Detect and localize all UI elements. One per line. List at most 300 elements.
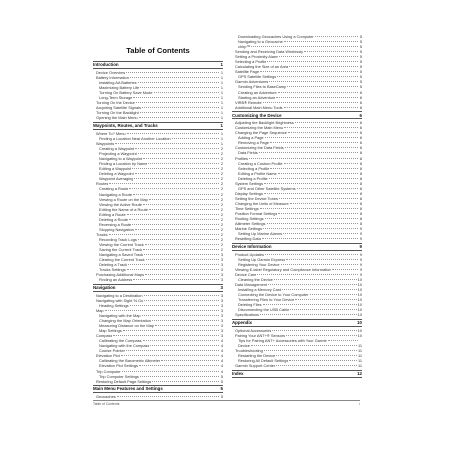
toc-page-number: 1	[220, 75, 223, 81]
toc-section-heading[interactable]	[232, 243, 362, 251]
toc-entry-title: Troubleshooting	[235, 348, 263, 354]
toc-page-number: 6	[359, 140, 362, 146]
toc-entry-title: Sending Files to BaseCamp	[238, 84, 287, 90]
toc-page-number: 1	[220, 110, 223, 116]
toc-page-number: 10	[357, 302, 362, 308]
toc-page-number: 3	[220, 262, 223, 268]
toc-entry-title: Turning On the Device	[96, 100, 135, 106]
toc-leader-dots	[278, 213, 358, 214]
toc-page-number: 2	[220, 156, 223, 162]
toc-page-number: 2	[220, 166, 223, 172]
toc-leader-dots	[152, 381, 219, 382]
toc-entry-title: Disconnecting the USB Cable	[238, 307, 290, 313]
toc-leader-dots	[283, 233, 358, 234]
toc-page-number: 1	[220, 141, 223, 147]
toc-entry-title: Removing a Page	[238, 140, 269, 146]
toc-leader-dots	[286, 259, 358, 260]
toc-leader-dots	[105, 310, 219, 311]
toc-page-number: 8	[359, 175, 362, 181]
toc-leader-dots	[142, 107, 219, 108]
toc-leader-dots	[144, 254, 219, 255]
toc-page-number: 2	[220, 206, 223, 212]
toc-page-number: 6	[359, 145, 362, 151]
toc-page-number: 1	[220, 130, 223, 136]
toc-entry-title: Adjusting the Backlight Brightness	[235, 120, 294, 126]
toc-entry-title: Finding an Address	[99, 277, 133, 283]
toc-leader-dots	[140, 112, 219, 113]
toc-page-number: 2	[220, 161, 223, 167]
toc-page-number: 5	[359, 84, 362, 90]
toc-entry-title: Restoring All Default Settings	[238, 358, 289, 364]
toc-leader-dots	[150, 345, 219, 346]
toc-page-number: 3	[220, 292, 223, 298]
toc-page-number: 11	[357, 353, 362, 359]
toc-page-number: 5	[359, 74, 362, 80]
toc-entry-title: Navigating to a Destination	[96, 292, 143, 298]
toc-leader-dots	[295, 122, 358, 123]
toc-section-heading[interactable]	[93, 385, 223, 393]
toc-leader-dots	[133, 279, 219, 280]
toc-page-number: 5	[359, 39, 362, 45]
toc-leader-dots	[109, 234, 219, 235]
toc-page-number: 6	[359, 104, 362, 110]
toc-leader-dots	[133, 97, 219, 98]
toc-leader-dots	[257, 274, 358, 275]
toc-page-number: 2	[220, 186, 223, 192]
toc-page-number: 3	[220, 285, 223, 291]
toc-entry-title: Editing the Name of a Route	[99, 206, 148, 212]
toc-page-number: 8	[359, 221, 362, 227]
toc-entry-title: Restoring Default Page Settings	[96, 378, 152, 384]
toc-entry-title: Projecting a Waypoint	[99, 151, 137, 157]
toc-entry[interactable]	[93, 115, 223, 120]
toc-entry-title: Transferring Files to Your Device	[238, 297, 295, 303]
toc-page-number: 3	[220, 323, 223, 329]
toc-entry-title: Editing a Route	[99, 211, 126, 217]
toc-leader-dots	[144, 295, 220, 296]
toc-entry-title: Compass	[96, 333, 113, 339]
toc-page-number: 5	[359, 59, 362, 65]
toc-entry-title: Setting Up Garmin Express	[238, 256, 286, 262]
toc-leader-dots	[263, 102, 358, 103]
toc-leader-dots	[276, 365, 357, 366]
toc-entry-title: Turning On Battery Save Mode	[99, 90, 153, 96]
toc-entry-title: Display Settings	[235, 190, 263, 196]
toc-left-list	[93, 61, 223, 399]
toc-entry-title: Calculating the Size of an Area	[235, 64, 289, 70]
toc-entry-title: Specifications	[235, 312, 260, 318]
toc-leader-dots	[284, 107, 358, 108]
toc-leader-dots	[121, 355, 219, 356]
toc-page-number: 8	[359, 185, 362, 191]
toc-entry[interactable]	[232, 105, 362, 110]
toc-page-number: 3	[220, 333, 223, 339]
toc-entry-title: Position Format Settings	[235, 211, 278, 217]
toc-entry-title: Device Care	[235, 271, 257, 277]
toc-leader-dots	[154, 92, 220, 93]
toc-leader-dots	[295, 299, 356, 300]
toc-leader-dots	[270, 142, 358, 143]
toc-page-number: 9	[359, 266, 362, 272]
toc-page-number: 6	[359, 89, 362, 95]
toc-entry-title: Opening the Main Menu	[96, 115, 138, 121]
toc-entry-title: Pairing Your ANT+® Sensors	[235, 332, 286, 338]
toc-leader-dots	[284, 127, 358, 128]
toc-page-number: 3	[220, 272, 223, 278]
toc-entry-title: Appendix	[232, 320, 253, 326]
toc-leader-dots	[284, 41, 358, 42]
toc-entry-title: Changing the Map Orientation	[99, 318, 151, 324]
toc-leader-dots	[274, 279, 357, 280]
toc-entry-title: Changing the Page Sequence	[235, 130, 287, 136]
toc-leader-dots	[129, 188, 219, 189]
toc-entry-title: Marine Settings	[235, 226, 263, 232]
toc-page-number: 2	[220, 201, 223, 207]
toc-leader-dots	[144, 300, 219, 301]
toc-leader-dots	[126, 350, 219, 351]
toc-leader-dots	[161, 360, 219, 361]
toc-page-number: 1	[220, 62, 223, 68]
toc-entry-title: Downloading Geocaches Using a Computer	[238, 34, 314, 39]
toc-leader-dots	[138, 239, 219, 240]
toc-leader-dots	[265, 137, 358, 138]
toc-page-number: 3	[220, 252, 223, 258]
toc-page-number: 10	[357, 327, 362, 333]
toc-page-number: 4	[220, 338, 223, 344]
toc-page-number: 5	[359, 34, 362, 39]
toc-entry-title: Waypoints	[96, 141, 115, 147]
toc-leader-dots	[138, 153, 219, 154]
toc-entry-title: Where To? Menu	[96, 130, 126, 136]
toc-page-number: 3	[220, 297, 223, 303]
toc-page-number: 1	[220, 85, 223, 91]
toc-entry-title: Deleting a Profile	[238, 175, 268, 181]
toc-entry-title: Garmin Support Center	[235, 363, 276, 369]
toc-leader-dots	[284, 163, 358, 164]
toc-leader-dots	[260, 71, 358, 72]
toc-section-heading[interactable]	[232, 111, 362, 119]
toc-page-number: 9	[359, 261, 362, 267]
toc-entry-title: Profiles	[235, 155, 248, 161]
toc-page-number: 11	[357, 358, 362, 364]
toc-leader-dots	[130, 77, 219, 78]
toc-page-number: 2	[220, 241, 223, 247]
toc-entry-title: Viewing E-label Regulatory and Compliance Information	[235, 266, 332, 272]
footer-page-number: i	[359, 402, 360, 406]
toc-entry-title: Customizing the Main Menu	[235, 125, 284, 131]
toc-leader-dots	[117, 396, 219, 397]
toc-page-number: 1	[220, 90, 223, 96]
toc-page-number: 3	[220, 328, 223, 334]
toc-leader-dots	[135, 173, 219, 174]
toc-entry-title: Geocaches	[96, 394, 116, 400]
toc-leader-dots	[260, 314, 357, 315]
toc-leader-dots	[265, 218, 358, 219]
toc-leader-dots	[172, 138, 219, 139]
toc-page-number: 6	[359, 135, 362, 141]
toc-page-number: 1	[220, 95, 223, 101]
toc-page-number: 8	[359, 170, 362, 176]
toc-entry-title: Creating an Adventure	[238, 89, 277, 95]
toc-leader-dots	[282, 289, 356, 290]
toc-leader-dots	[142, 315, 219, 316]
toc-leader-dots	[143, 249, 219, 250]
toc-leader-dots	[129, 219, 219, 220]
toc-leader-dots	[279, 56, 358, 57]
toc-entry-title: Registering Your Device	[238, 261, 280, 267]
toc-leader-dots	[268, 284, 357, 285]
toc-entry[interactable]	[232, 363, 362, 368]
toc-section-heading[interactable]	[232, 319, 362, 327]
toc-page-number: 8	[359, 211, 362, 217]
toc-leader-dots	[269, 178, 358, 179]
toc-page-number: 5	[359, 79, 362, 85]
toc-page-number: 5	[359, 64, 362, 70]
toc-page-number: 2	[220, 171, 223, 177]
toc-leader-dots	[289, 360, 357, 361]
toc-entry-title: Data Management	[235, 282, 268, 288]
toc-entry-title: GPS Satellite Settings	[238, 74, 277, 80]
toc-page-number: 10	[357, 307, 362, 313]
toc-entry-title: Sending and Receiving Data Wirelessly	[235, 49, 304, 55]
toc-page-number: 1	[220, 135, 223, 141]
toc-entry[interactable]	[93, 394, 223, 399]
toc-right-list	[232, 34, 362, 378]
toc-page-number: 10	[357, 277, 362, 283]
toc-leader-dots	[286, 335, 357, 336]
toc-entry-title: Course Pointer	[99, 348, 125, 354]
toc-entry-title: Turning On the Backlight	[96, 110, 139, 116]
toc-leader-dots	[264, 183, 358, 184]
toc-leader-dots	[127, 133, 219, 134]
toc-page-number: 10	[357, 320, 362, 326]
toc-leader-dots	[132, 224, 219, 225]
toc-section-heading[interactable]	[93, 122, 223, 130]
toc-entry-title: Selecting a Profile	[235, 59, 267, 65]
toc-entry-title: Trip Computer	[96, 368, 121, 374]
toc-page-number: 1	[220, 100, 223, 106]
toc-entry-title: Navigation	[93, 285, 116, 291]
toc-page-number: 8	[359, 165, 362, 171]
toc-entry-title: Navigating a Route	[99, 191, 133, 197]
toc-entry-title: Creating a Route	[99, 186, 129, 192]
toc-leader-dots	[136, 102, 219, 103]
toc-page-number: 9	[359, 231, 362, 237]
toc-page-number: 6	[359, 125, 362, 131]
toc-page-number: 8	[359, 155, 362, 161]
toc-leader-dots	[139, 365, 219, 366]
toc-page-number: 9	[359, 251, 362, 257]
toc-entry-title: Optional Accessories	[235, 327, 272, 333]
toc-leader-dots	[143, 158, 219, 159]
toc-page-number: 3	[220, 318, 223, 324]
toc-page-number: 2	[220, 176, 223, 182]
toc-page-number: 2	[220, 196, 223, 202]
toc-leader-dots	[128, 264, 219, 265]
toc-page-number: 1	[220, 115, 223, 121]
toc-leader-dots	[149, 209, 219, 210]
toc-entry-title: Elevation Plot Settings	[99, 363, 138, 369]
toc-page-number: 8	[359, 205, 362, 211]
toc-entry-title: Viewing a Route on the Map	[99, 196, 148, 202]
toc-entry-title: Customizing the Device	[232, 112, 282, 118]
toc-leader-dots	[149, 199, 219, 200]
toc-page-number: 6	[359, 150, 362, 156]
toc-leader-dots	[127, 214, 219, 215]
toc-leader-dots	[123, 330, 219, 331]
toc-page-number: 10	[357, 312, 362, 318]
toc-leader-dots	[297, 188, 358, 189]
toc-entry-title: Creating a Waypoint	[99, 146, 135, 152]
toc-section-heading[interactable]	[93, 61, 223, 69]
toc-page-number: 4	[220, 353, 223, 359]
toc-section-heading[interactable]	[232, 370, 362, 378]
toc-leader-dots	[315, 36, 358, 37]
toc-leader-dots	[155, 325, 219, 326]
toc-page-number: 11	[357, 343, 362, 349]
toc-entry-title: Setting Up Marine Alarms	[238, 231, 283, 237]
toc-page-number: 1	[220, 80, 223, 86]
toc-page-number: 5	[220, 373, 223, 379]
toc-page-number: 4	[220, 368, 223, 374]
toc-leader-dots	[140, 376, 219, 377]
toc-leader-dots	[304, 51, 358, 52]
toc-entry-title: Navigating a Saved Track	[99, 252, 144, 258]
toc-entry-title: Navigating with the Map	[99, 313, 141, 319]
toc-page-number: 5	[220, 378, 223, 384]
toc-leader-dots	[290, 309, 356, 310]
toc-entry-title: Heading Settings	[99, 302, 129, 308]
toc-entry-title: GPS and Other Satellite Systems	[238, 185, 296, 191]
toc-page-number: 9	[359, 226, 362, 232]
toc-entry-title: Calibrating the Barometric Altimeter	[99, 358, 161, 364]
toc-page-number: 9	[359, 271, 362, 277]
toc-page-number: 2	[220, 151, 223, 157]
toc-page-number: 3	[220, 307, 223, 313]
toc-page-number: 2	[220, 211, 223, 217]
toc-page-number: 2	[220, 231, 223, 237]
toc-leader-dots	[310, 294, 357, 295]
toc-leader-dots	[130, 305, 219, 306]
toc-leader-dots	[115, 143, 219, 144]
toc-leader-dots	[263, 228, 358, 229]
toc-page-number: 10	[357, 292, 362, 298]
toc-entry-title: Index	[232, 371, 244, 377]
toc-entry-title: Routing Settings	[235, 216, 264, 222]
toc-page-number: 3	[220, 302, 223, 308]
toc-leader-dots	[289, 66, 358, 67]
toc-leader-dots	[272, 330, 356, 331]
toc-page-number: 5	[359, 69, 362, 75]
toc-entry-title: Navigating with the Compass	[99, 343, 150, 349]
toc-entry-title: Installing a Memory Card	[238, 287, 282, 293]
toc-entry-title: Changing the Units of Measure	[235, 200, 289, 206]
toc-entry-title: Product Updates	[235, 251, 264, 257]
toc-leader-dots	[113, 335, 219, 336]
toc-page-number: 5	[359, 44, 362, 50]
toc-leader-dots	[259, 152, 358, 153]
toc-page-number: 1	[220, 105, 223, 111]
toc-leader-dots	[145, 244, 219, 245]
toc-page-number: 5	[359, 54, 362, 60]
toc-entry-title: Connecting the Device to Your Computer	[238, 292, 309, 298]
toc-entry[interactable]	[232, 312, 362, 317]
toc-page-number: 2	[220, 226, 223, 232]
toc-entry-title: Map Settings	[99, 328, 122, 334]
toc-leader-dots	[122, 371, 219, 372]
toc-entry-title: Introduction	[93, 62, 119, 68]
toc-page-number: 5	[220, 386, 223, 392]
toc-entry-title: Finding a Location by Name	[99, 161, 148, 167]
toc-leader-dots	[281, 264, 358, 265]
toc-leader-dots	[249, 158, 358, 159]
toc-page-number: 9	[359, 256, 362, 262]
toc-page-number: 8	[359, 190, 362, 196]
toc-leader-dots	[264, 350, 357, 351]
toc-leader-dots	[135, 148, 219, 149]
toc-page-number: 2	[220, 181, 223, 187]
toc-leader-dots	[132, 168, 219, 169]
toc-entry-title: Recording Track Logs	[99, 236, 137, 242]
toc-page-number: 9	[359, 244, 362, 250]
toc-entry-title: Tracks Settings	[99, 267, 126, 273]
toc-left-column	[93, 34, 223, 399]
toc-entry[interactable]	[232, 236, 362, 241]
toc-entry-title: Waypoints, Routes, and Tracks	[93, 123, 158, 129]
toc-leader-dots	[265, 254, 358, 255]
toc-leader-dots	[285, 147, 358, 148]
toc-leader-dots	[146, 259, 219, 260]
toc-entry-title: Purchasing Additional Maps	[96, 272, 145, 278]
toc-entry-title: VIRB® Remote	[235, 99, 262, 105]
toc-entry-title: Starting an Adventure	[238, 94, 276, 100]
toc-page-number: 8	[359, 160, 362, 166]
toc-entry-title: Customizing the Data Fields	[235, 145, 284, 151]
page-title: Table of Contents	[126, 46, 190, 55]
toc-leader-dots	[267, 223, 359, 224]
toc-page-number: 8	[359, 195, 362, 201]
toc-page-number: 11	[357, 363, 362, 369]
toc-leader-dots	[135, 229, 219, 230]
toc-leader-dots	[148, 163, 219, 164]
toc-page-number: 12	[357, 371, 362, 377]
toc-entry[interactable]	[93, 379, 223, 384]
toc-page-number: 1	[220, 123, 223, 129]
toc-entry-title: Selecting a Profile	[238, 165, 270, 171]
toc-entry-title: Time Settings	[235, 205, 259, 211]
toc-entry[interactable]	[93, 277, 223, 282]
toc-page-number: 8	[359, 216, 362, 222]
toc-entry-title: Stopping Navigation	[99, 226, 134, 232]
toc-entry-title: Installing AA Batteries	[99, 80, 137, 86]
toc-leader-dots	[251, 345, 357, 346]
toc-leader-dots	[276, 97, 358, 98]
toc-section-heading[interactable]	[93, 284, 223, 292]
toc-leader-dots	[134, 178, 219, 179]
toc-entry-title: Elevation Plot	[96, 353, 120, 359]
footer-label: Table of Contents	[93, 402, 120, 406]
toc-entry-title: Data Fields	[238, 150, 258, 156]
toc-page-number: 3	[220, 267, 223, 273]
toc-entry-title: Restarting the Device	[238, 353, 276, 359]
toc-page-number: 2	[220, 216, 223, 222]
toc-leader-dots	[278, 173, 358, 174]
toc-entry-title: Acquiring Satellite Signals	[96, 105, 141, 111]
toc-page-number: 3	[220, 277, 223, 283]
toc-entry-title: Editing a Profile Name	[238, 170, 277, 176]
toc-leader-dots	[264, 193, 358, 194]
toc-page-number: 10	[357, 332, 362, 338]
